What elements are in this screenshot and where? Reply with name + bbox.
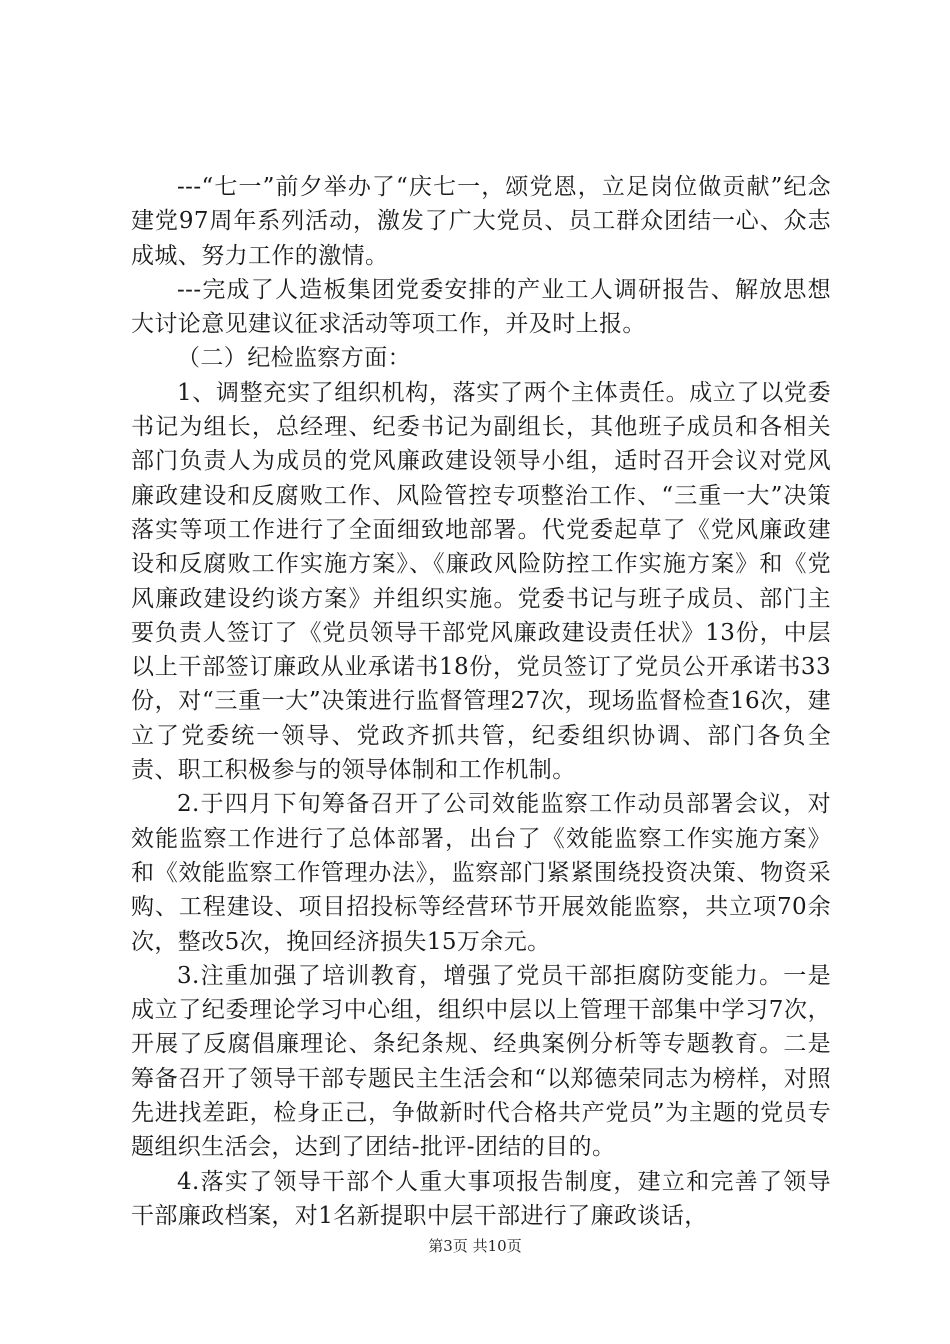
paragraph-item-2: 2.于四月下旬筹备召开了公司效能监察工作动员部署会议，对效能监察工作进行了总体部署，出台了《效能监察工作实施方案》和《效能监察工作管理办法》，监察部门紧紧围绕投资决策、物资采购、工程建设、项目招投标等经营环节开展效能监察，共立项70余次，整改5次，挽回经济损失15万余元。 — [131, 791, 831, 955]
paragraph-item-1: 1、调整充实了组织机构，落实了两个主体责任。成立了以党委书记为组长，总经理、纪委书记为副组长，其他班子成员和各相关部门负责人为成员的党风廉政建设领导小组，适时召开会议对党风廉政建设和反腐败工作、风险管控专项整治工作、“三重一大”决策落实等项工作进行了全面细致地部署。代党委起草了《党风廉政建设和反腐败工作实施方案》、《廉政风险防控工作实施方案》和《党风廉政建设约谈方案》并组织实施。党委书记与班子成员、部门主要负责人签订了《党员领导干部党风廉政建设责任状》13份，中层以上干部签订廉政从业承诺书18份，党员签订了党员公开承诺书33份，对“三重一大”决策进行监督管理27次，现场监督检查16次，建立了党委统一领导、党政齐抓共管，纪委组织协调、部门各负全责、职工积极参与的领导体制和工作机制。 — [131, 379, 831, 784]
paragraph-research-report: ---完成了人造板集团党委安排的产业工人调研报告、解放思想大讨论意见建议征求活动等项工作，并及时上报。 — [131, 276, 831, 338]
page-footer: 第3页 共10页 — [428, 1237, 522, 1255]
paragraph-item-3: 3.注重加强了培训教育，增强了党员干部拒腐防变能力。一是成立了纪委理论学习中心组，组织中层以上管理干部集中学习7次，开展了反腐倡廉理论、条纪条规、经典案例分析等专题教育。二是筹备召开了领导干部专题民主生活会和“以郑德荣同志为榜样，对照先进找差距，检身正己，争做新时代合格共产党员”为主题的党员专题组织生活会，达到了团结-批评-团结的目的。 — [131, 962, 831, 1161]
paragraph-celebration: ---“七一”前夕举办了“庆七一，颂党恩，立足岗位做贡献”纪念建党97周年系列活动，激发了广大党员、员工群众团结一心、众志成城、努力工作的激情。 — [131, 174, 831, 269]
section-heading-discipline: （二）纪检监察方面： — [177, 345, 411, 372]
body-text — [131, 170, 831, 1233]
paragraph-item-4: 4.落实了领导干部个人重大事项报告制度，建立和完善了领导干部廉政档案，对1名新提职中层干部进行了廉政谈话， — [131, 1168, 831, 1229]
